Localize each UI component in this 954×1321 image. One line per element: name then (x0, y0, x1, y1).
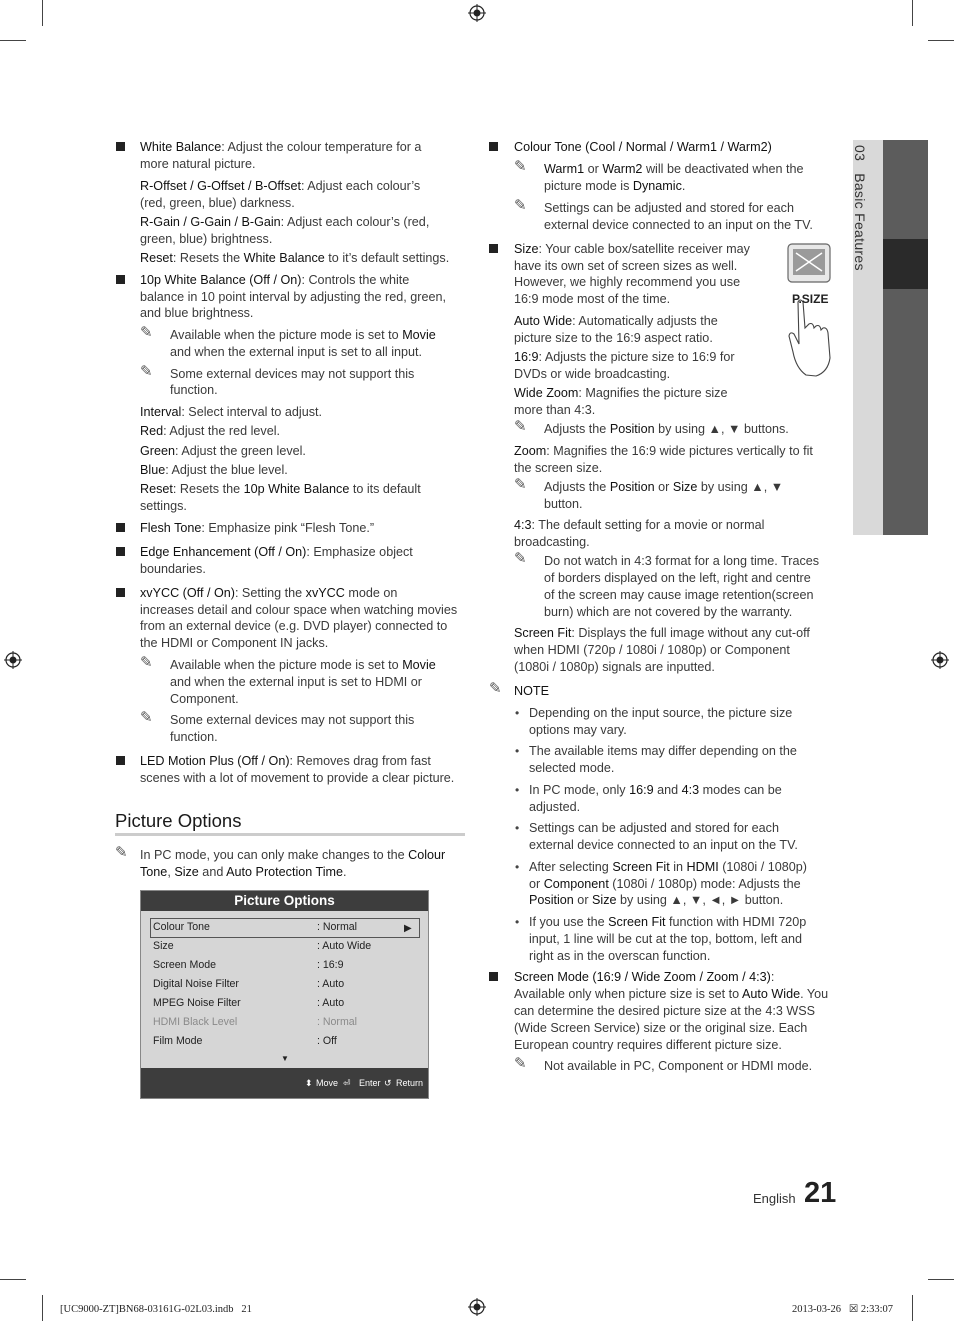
note-text: function. (170, 383, 218, 397)
menu-row-label[interactable]: Size (153, 940, 174, 952)
menu-row-value: : Auto Wide (317, 940, 372, 952)
registration-mark-icon (468, 4, 486, 22)
crop-mark (0, 1279, 26, 1280)
bullet-square (116, 588, 125, 597)
xvycc-desc: from an external device (e.g. DVD player) connected to (140, 619, 448, 633)
crop-mark (42, 0, 43, 26)
registration-mark-icon (468, 1298, 486, 1316)
picture-options-menu (140, 890, 429, 1099)
edge-desc: boundaries. (140, 562, 206, 576)
menu-footer (141, 1068, 428, 1098)
bullet-square (489, 244, 498, 253)
note-bullet-text: In PC mode, only 16:9 and 4:3 modes can be (529, 783, 782, 797)
bullet-square (116, 547, 125, 556)
chapter-title: Basic Features (852, 173, 868, 271)
menu-row-label-disabled: HDMI Black Level (153, 1016, 238, 1028)
screen-fit-desc: (1080i / 1080p) signals are inputted. (514, 660, 715, 674)
menu-title: Picture Options (141, 891, 428, 911)
r169-desc: DVDs or wide broadcasting. (514, 367, 671, 381)
menu-row-value: : Normal (317, 921, 358, 933)
note-text: burn) which are not covered by the warranty. (544, 605, 793, 619)
pencil-note-icon: ✎ (140, 363, 153, 380)
rgain-desc: green, blue) brightness. (140, 232, 273, 246)
note-text: Some external devices may not support this (170, 713, 415, 727)
pencil-note-icon: ✎ (514, 158, 527, 175)
return-hint: Return (396, 1078, 424, 1088)
print-file-info: [UC9000-ZT]BN68-03161G-02L03.indb 21 (60, 1304, 252, 1315)
crop-mark (42, 1295, 43, 1321)
flesh-tone-item: Flesh Tone: Emphasize pink “Flesh Tone.” (140, 521, 375, 535)
crop-mark (912, 0, 913, 26)
heading-divider (115, 833, 465, 836)
side-tab-active-marker (883, 239, 928, 289)
note-bullet-text: input, 1 line will be cut at the top, bottom, left and (529, 932, 803, 946)
bullet-dot: • (515, 706, 520, 720)
note-text: Warm1 or Warm2 will be deactivated when the (544, 162, 804, 176)
interval-item: Interval: Select interval to adjust. (140, 405, 323, 419)
screen-mode-desc: Available only when picture size is set to Auto Wide. You (514, 987, 829, 1001)
note-bullet-text: options may vary. (529, 723, 627, 737)
bullet-dot: • (515, 915, 520, 929)
pencil-note-icon: ✎ (489, 680, 502, 697)
move-hint: Move (316, 1078, 339, 1088)
registration-mark-icon (4, 651, 22, 669)
xvycc-desc: increases detail and colour space when watching movies (140, 603, 458, 617)
auto-wide-desc: picture size to the 16:9 aspect ratio. (514, 331, 713, 345)
note-text: Some external devices may not support this (170, 367, 415, 381)
arrow-right-icon: ▶ (404, 923, 412, 934)
enter-hint: Enter (359, 1078, 381, 1088)
size-desc: However, we highly recommend you use (514, 275, 741, 289)
green-item: Green: Adjust the green level. (140, 444, 306, 458)
bullet-dot: • (515, 821, 520, 835)
note-bullet-text: external device connected to an input on the TV. (529, 838, 798, 852)
crop-mark (928, 40, 954, 41)
menu-row-value: : Auto (317, 978, 345, 990)
screen-mode-desc: European country requires different picture size. (514, 1038, 782, 1052)
pc-mode-note: In PC mode, you can only make changes to the Colour (140, 848, 446, 862)
wide-zoom-desc: more than 4:3. (514, 403, 596, 417)
crop-mark (912, 1295, 913, 1321)
screen-mode-desc: can determine the desired picture size at the 4:3 WSS (514, 1004, 816, 1018)
menu-row-value-disabled: : Normal (317, 1016, 358, 1028)
return-icon: ↺ (384, 1078, 392, 1088)
r43-desc: broadcasting. (514, 535, 590, 549)
bullet-dot: • (515, 783, 520, 797)
note-text: Adjusts the Position or Size by using ▲, ▼ (544, 480, 784, 494)
print-date-info: 2013-03-26 ☒ 2:33:07 (792, 1304, 893, 1315)
menu-row-value: : 16:9 (317, 959, 344, 971)
note-bullet-text: Position or Size by using ▲, ▼, ◄, ► button. (529, 893, 784, 907)
p10-white-balance-item: 10p White Balance (Off / On): Controls the white (140, 273, 410, 287)
size-item: Size: Your cable box/satellite receiver may (514, 242, 750, 256)
side-tab-label (851, 145, 868, 283)
blue-item: Blue: Adjust the blue level. (140, 463, 288, 477)
r43-item: 4:3: The default setting for a movie or normal (514, 518, 765, 532)
note-heading: NOTE (514, 684, 549, 698)
zoom-desc: the screen size. (514, 461, 603, 475)
note-text: button. (544, 497, 583, 511)
red-item: Red: Adjust the red level. (140, 424, 281, 438)
menu-row-value: : Auto (317, 997, 345, 1009)
screen-fit-desc: when HDMI (720p / 1080i / 1080p) or Component (514, 643, 790, 657)
pencil-note-icon: ✎ (140, 654, 153, 671)
pencil-note-icon: ✎ (115, 844, 128, 861)
note-text: and when the external input is set to all input. (170, 345, 423, 359)
note-text: Available when the picture mode is set to Movie (170, 658, 436, 672)
note-text: Adjusts the Position by using ▲, ▼ buttons. (544, 422, 789, 436)
note-bullet-text: Depending on the input source, the picture size (529, 706, 793, 720)
note-text: Settings can be adjusted and stored for each (544, 201, 794, 215)
section-heading: Picture Options (115, 810, 242, 831)
bullet-square (489, 972, 498, 981)
bullet-square (489, 142, 498, 151)
pencil-note-icon: ✎ (140, 324, 153, 341)
chapter-number: 03 (852, 145, 868, 162)
scroll-down-icon[interactable]: ▼ (281, 1054, 289, 1063)
note-text: and when the external input is set to HDMI or (170, 675, 423, 689)
move-icon: ⬍ (305, 1078, 313, 1088)
menu-row-label[interactable]: Screen Mode (153, 959, 217, 971)
reset-10p-item: Reset: Resets the 10p White Balance to its default (140, 482, 421, 496)
led-desc: scenes with a lot of movement to provide a clear picture. (140, 771, 455, 785)
note-text: Component. (170, 692, 239, 706)
note-bullet-text: selected mode. (529, 761, 615, 775)
menu-row-label[interactable]: Colour Tone (153, 921, 210, 933)
p10-desc: balance in 10 point interval by adjusting the red, green, (140, 290, 446, 304)
pencil-note-icon: ✎ (514, 418, 527, 435)
remote-hand-icon (780, 240, 840, 380)
bullet-square (116, 756, 125, 765)
note-text: of the screen may cause image retention(screen (544, 588, 814, 602)
auto-wide-item: Auto Wide: Automatically adjusts the (514, 314, 718, 328)
note-bullet-text: Settings can be adjusted and stored for each (529, 821, 779, 835)
side-tab-dark-band (883, 140, 928, 535)
note-text: Available when the picture mode is set to Movie (170, 328, 436, 342)
note-text: of borders displayed on the left, right and centre (544, 571, 811, 585)
menu-row-value: : Off (317, 1035, 337, 1047)
bullet-dot: • (515, 744, 520, 758)
note-text: Do not watch in 4:3 format for a long time. Traces (544, 554, 820, 568)
pencil-note-icon: ✎ (514, 550, 527, 567)
screen-mode-item: Screen Mode (16:9 / Wide Zoom / Zoom / 4:3): (514, 970, 775, 984)
rgain-item: R-Gain / G-Gain / B-Gain: Adjust each colour’s (red, (140, 215, 430, 229)
bullet-dot: • (515, 860, 520, 874)
note-bullet-text: The available items may differ depending on the (529, 744, 797, 758)
zoom-item: Zoom: Magnifies the 16:9 wide pictures vertically to fit (514, 444, 813, 458)
pencil-note-icon: ✎ (514, 197, 527, 214)
menu-row-label[interactable]: Digital Noise Filter (153, 978, 239, 990)
psize-button-label: P.SIZE (792, 292, 829, 306)
wide-zoom-item: Wide Zoom: Magnifies the picture size (514, 386, 728, 400)
note-bullet-text: If you use the Screen Fit function with HDMI 720p (529, 915, 807, 929)
crop-mark (0, 40, 26, 41)
size-desc: have its own set of screen sizes as well. (514, 259, 738, 273)
bullet-square (116, 142, 125, 151)
page-number: 21 (804, 1177, 837, 1209)
xvycc-desc: the HDMI or Component IN jacks. (140, 636, 329, 650)
note-bullet-text: adjusted. (529, 800, 581, 814)
note-bullet-text: After selecting Screen Fit in HDMI (1080i / 1080p) (529, 860, 807, 874)
bullet-square (116, 523, 125, 532)
roffset-desc: (red, green, blue) darkness. (140, 196, 295, 210)
screen-fit-item: Screen Fit: Displays the full image without any cut-off (514, 626, 810, 640)
r169-item: 16:9: Adjusts the picture size to 16:9 for (514, 350, 735, 364)
pc-mode-note: Tone, Size and Auto Protection Time. (140, 865, 347, 879)
size-desc: 16:9 mode most of the time. (514, 292, 671, 306)
note-bullet-text: right as in the overscan function. (529, 949, 711, 963)
screen-mode-desc: (Wide Screen Service) size or the original size. Each (514, 1021, 808, 1035)
enter-icon: ⏎ (343, 1078, 351, 1088)
note-text: function. (170, 730, 218, 744)
edge-enhancement-item: Edge Enhancement (Off / On): Emphasize object (140, 545, 413, 559)
pencil-note-icon: ✎ (140, 709, 153, 726)
white-balance-item: White Balance: Adjust the colour temperature for a (140, 140, 422, 154)
bullet-square (116, 275, 125, 284)
pencil-note-icon: ✎ (514, 476, 527, 493)
note-text: external device connected to an input on the TV. (544, 218, 813, 232)
reset-item: Reset: Resets the White Balance to it’s default settings. (140, 251, 450, 265)
menu-row-label[interactable]: MPEG Noise Filter (153, 997, 241, 1009)
p10-desc: and blue brightness. (140, 306, 254, 320)
xvycc-item: xvYCC (Off / On): Setting the xvYCC mode on (140, 586, 398, 600)
pencil-note-icon: ✎ (514, 1055, 527, 1072)
white-balance-desc: more natural picture. (140, 157, 256, 171)
led-motion-item: LED Motion Plus (Off / On): Removes drag from fast (140, 754, 431, 768)
note-text: picture mode is Dynamic. (544, 179, 686, 193)
note-bullet-text: or Component (1080i / 1080p) mode: Adjusts the (529, 877, 801, 891)
reset-10p-desc: settings. (140, 499, 187, 513)
crop-mark (928, 1279, 954, 1280)
registration-mark-icon (931, 651, 949, 669)
note-text: Not available in PC, Component or HDMI mode. (544, 1059, 813, 1073)
colour-tone-item: Colour Tone (Cool / Normal / Warm1 / Warm2) (514, 140, 772, 154)
roffset-item: R-Offset / G-Offset / B-Offset: Adjust each colour’s (140, 179, 421, 193)
language-label: English (753, 1191, 796, 1206)
menu-row-label[interactable]: Film Mode (153, 1035, 203, 1047)
